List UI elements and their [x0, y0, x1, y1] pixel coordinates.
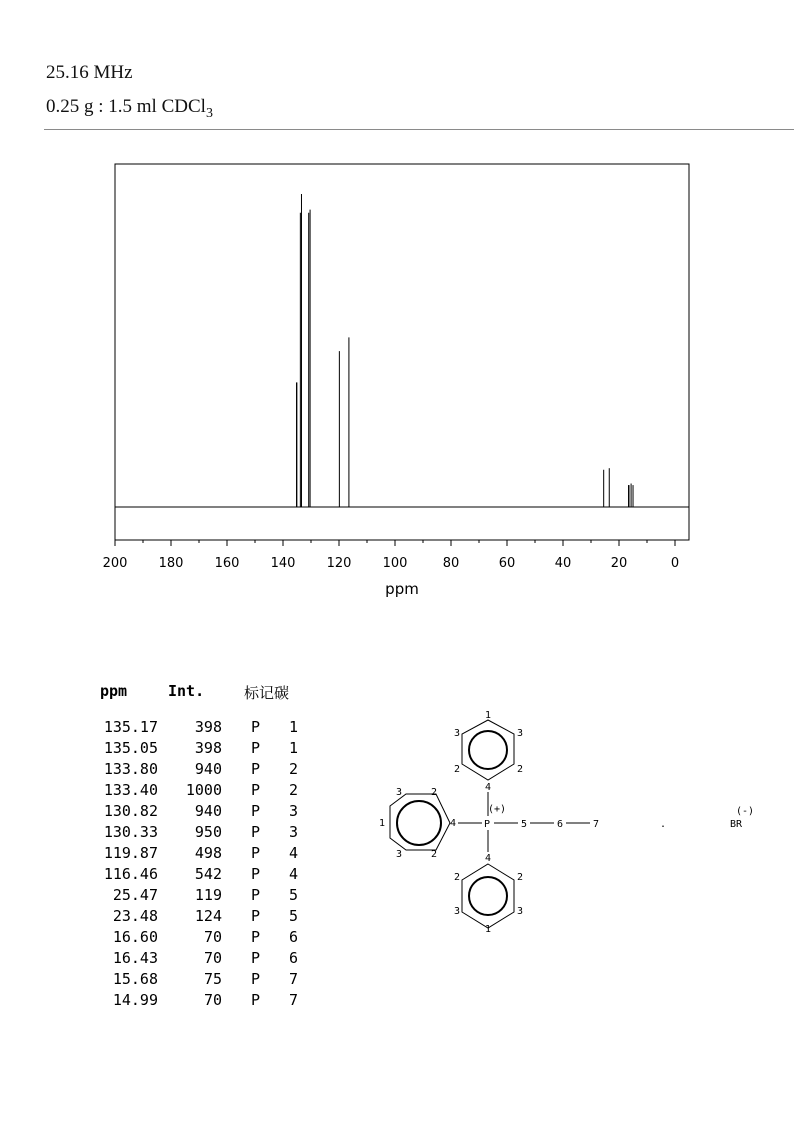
- table-row: [80, 842, 298, 863]
- ring-top-label: 4: [485, 782, 492, 793]
- cell-carbon: 7: [288, 990, 298, 1009]
- cell-ppm: 135.17: [103, 717, 158, 736]
- ring-bottom-label: 4: [485, 853, 492, 864]
- table-row: [80, 779, 298, 800]
- header-intensity: Int.: [168, 682, 205, 700]
- cell-nucleus: P: [250, 801, 260, 820]
- ring-bottom-label: 1: [485, 924, 492, 935]
- header-carbon-label: 标记碳: [244, 684, 290, 702]
- ring-bottom-label: 3: [454, 906, 461, 917]
- counterion: BR: [730, 819, 743, 830]
- cell-nucleus: P: [250, 948, 260, 967]
- table-row: [80, 989, 298, 1010]
- cell-intensity: 398: [194, 717, 222, 736]
- cell-nucleus: P: [250, 969, 260, 988]
- ring-top-label: 2: [517, 764, 524, 775]
- x-tick-label: 100: [382, 556, 408, 571]
- cell-ppm: 25.47: [112, 885, 158, 904]
- ring-left-label: 3: [396, 849, 403, 860]
- table-row: [80, 905, 298, 926]
- cell-carbon: 2: [288, 759, 298, 778]
- table-row: [80, 926, 298, 947]
- ring-left-label: 1: [379, 818, 386, 829]
- cell-carbon: 6: [288, 948, 298, 967]
- x-tick-label: 140: [270, 556, 296, 571]
- cell-nucleus: P: [250, 927, 260, 946]
- cell-intensity: 70: [203, 948, 222, 967]
- table-row: [80, 800, 298, 821]
- cell-ppm: 119.87: [103, 843, 158, 862]
- table-row: [80, 863, 298, 884]
- table-row: [80, 884, 298, 905]
- cell-intensity: 498: [194, 843, 222, 862]
- x-tick-label: 200: [102, 556, 128, 571]
- cell-ppm: 15.68: [112, 969, 158, 988]
- cell-ppm: 16.60: [112, 927, 158, 946]
- cell-carbon: 4: [288, 843, 298, 862]
- ring-top-label: 2: [454, 764, 461, 775]
- cell-nucleus: P: [250, 843, 260, 862]
- cell-ppm: 130.82: [103, 801, 158, 820]
- phenyl-ring-top: [462, 720, 514, 780]
- cell-nucleus: P: [250, 780, 260, 799]
- phenyl-ring-left: [390, 794, 450, 850]
- cell-ppm: 23.48: [112, 906, 158, 925]
- cell-intensity: 398: [194, 738, 222, 757]
- ring-left-label: 4: [450, 818, 457, 829]
- cell-nucleus: P: [250, 864, 260, 883]
- cell-carbon: 5: [288, 885, 298, 904]
- ring-top-label: 3: [517, 728, 524, 739]
- table-row: [80, 821, 298, 842]
- cell-intensity: 940: [194, 759, 222, 778]
- cell-intensity: 940: [194, 801, 222, 820]
- table-row: [80, 737, 298, 758]
- cell-ppm: 133.40: [103, 780, 158, 799]
- cell-carbon: 1: [288, 738, 298, 757]
- cell-carbon: 1: [288, 717, 298, 736]
- peaks-layer: [297, 194, 634, 507]
- x-axis: [103, 540, 680, 571]
- separator-dot: .: [660, 819, 667, 830]
- ring-bottom-label: 2: [517, 872, 524, 883]
- table-row: [80, 947, 298, 968]
- cell-carbon: 2: [288, 780, 298, 799]
- cell-nucleus: P: [250, 822, 260, 841]
- cell-nucleus: P: [250, 990, 260, 1009]
- phenyl-ring-bottom: [462, 864, 514, 928]
- ring-left-label: 2: [431, 787, 438, 798]
- sample-concentration: 0.25 g : 1.5 ml CDCl$_3$: [46, 96, 213, 121]
- cell-ppm: 16.43: [112, 948, 158, 967]
- ring-top-label: 3: [454, 728, 461, 739]
- cell-ppm: 14.99: [112, 990, 158, 1009]
- cell-ppm: 135.05: [103, 738, 158, 757]
- x-tick-label: 180: [158, 556, 184, 571]
- cell-intensity: 119: [194, 885, 222, 904]
- peak-table: [80, 682, 298, 1010]
- header-ppm: ppm: [100, 682, 128, 700]
- cell-nucleus: P: [250, 717, 260, 736]
- cell-nucleus: P: [250, 759, 260, 778]
- cell-ppm: 133.80: [103, 759, 158, 778]
- cell-intensity: 950: [194, 822, 222, 841]
- chain-label-6: 6: [557, 819, 564, 830]
- molecule-structure: [360, 700, 780, 940]
- cell-carbon: 3: [288, 822, 298, 841]
- counterion-charge: (-): [736, 806, 755, 817]
- cell-carbon: 5: [288, 906, 298, 925]
- phosphorus-charge: (+): [488, 804, 507, 815]
- x-tick-label: 60: [498, 556, 516, 571]
- cell-intensity: 124: [194, 906, 222, 925]
- phosphorus-atom: P: [484, 819, 491, 830]
- cell-carbon: 6: [288, 927, 298, 946]
- x-tick-label: 0: [670, 556, 680, 571]
- x-tick-label: 160: [214, 556, 240, 571]
- x-tick-label: 120: [326, 556, 352, 571]
- table-row: [80, 758, 298, 779]
- cell-carbon: 7: [288, 969, 298, 988]
- x-axis-label: ppm: [385, 580, 419, 598]
- cell-intensity: 542: [194, 864, 222, 883]
- chain-label-5: 5: [521, 819, 528, 830]
- x-tick-label: 20: [610, 556, 628, 571]
- cell-nucleus: P: [250, 738, 260, 757]
- peak-table-header: [80, 682, 298, 706]
- ring-left-label: 3: [396, 787, 403, 798]
- x-tick-label: 80: [442, 556, 460, 571]
- cell-ppm: 130.33: [103, 822, 158, 841]
- chain-label-7: 7: [593, 819, 600, 830]
- ring-bottom-label: 3: [517, 906, 524, 917]
- cell-intensity: 75: [203, 969, 222, 988]
- cell-ppm: 116.46: [103, 864, 158, 883]
- cell-intensity: 70: [203, 927, 222, 946]
- cell-nucleus: P: [250, 885, 260, 904]
- cell-intensity: 1000: [185, 780, 222, 799]
- ring-bottom-label: 2: [454, 872, 461, 883]
- spectrometer-frequency: 25.16 MHz: [46, 62, 133, 83]
- cell-carbon: 4: [288, 864, 298, 883]
- table-row: [80, 968, 298, 989]
- plot-frame: [115, 164, 689, 540]
- table-row: [80, 716, 298, 737]
- cell-nucleus: P: [250, 906, 260, 925]
- x-tick-label: 40: [554, 556, 572, 571]
- ring-left-label: 2: [431, 849, 438, 860]
- ring-top-label: 1: [485, 710, 492, 721]
- cell-intensity: 70: [203, 990, 222, 1009]
- cell-carbon: 3: [288, 801, 298, 820]
